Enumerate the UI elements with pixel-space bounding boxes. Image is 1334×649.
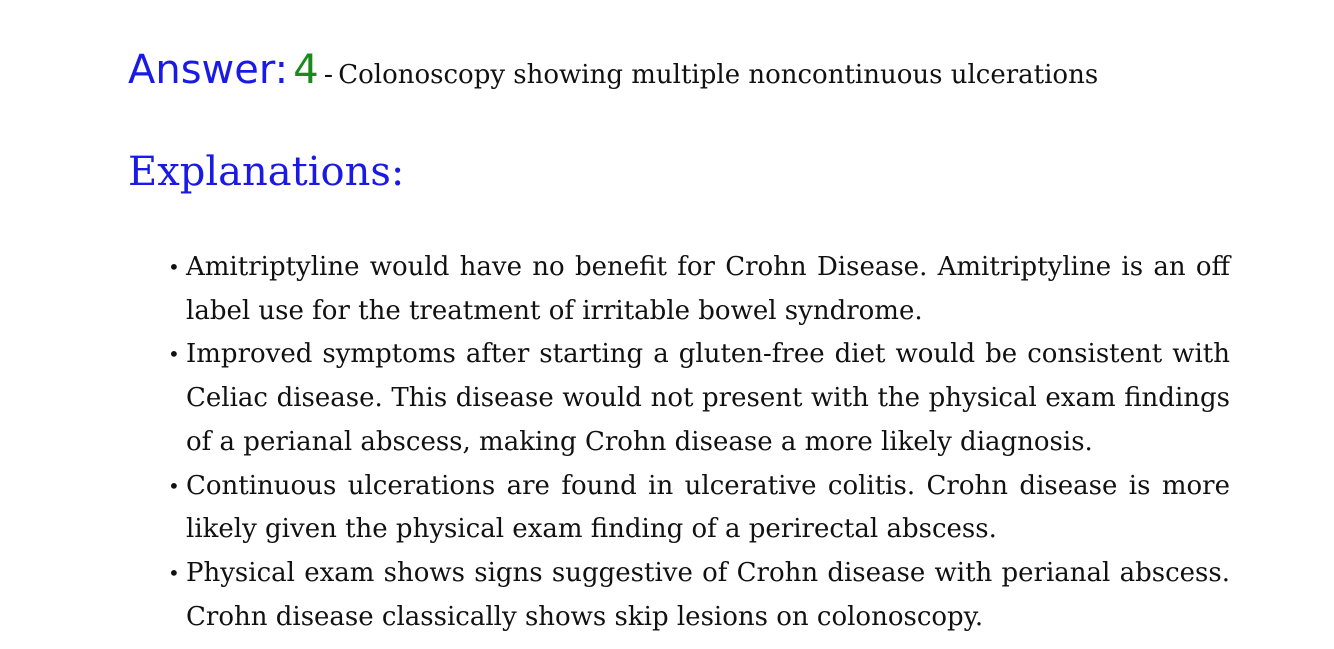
bullet-icon: • xyxy=(168,342,180,367)
answer-text: Colonoscopy showing multiple noncontinuous ulcerations xyxy=(338,60,1099,90)
bullet-icon: • xyxy=(168,560,180,585)
answer-separator: - xyxy=(323,60,334,90)
explanation-text: Improved symptoms after starting a gluten-free diet would be consistent with Celiac disease. This disease would not present with the physical exam findings of a perianal abscess, making Crohn disease a more likely diagnosis. xyxy=(186,339,1230,457)
explanation-item xyxy=(168,465,1230,552)
explanation-text: Physical exam shows signs suggestive of Crohn disease with perianal abscess. Crohn disease classically shows skip lesions on colonoscopy. xyxy=(186,557,1230,632)
bullet-icon: • xyxy=(168,473,180,498)
answer-label: Answer: xyxy=(128,47,289,93)
explanations-heading: Explanations: xyxy=(128,149,405,195)
explanation-text: Amitriptyline would have no benefit for Crohn Disease. Amitriptyline is an off label use for the treatment of irritable bowel syndrome. xyxy=(186,252,1230,326)
explanation-item xyxy=(168,333,1230,464)
answer-number: 4 xyxy=(293,47,319,93)
explanation-text: Continuous ulcerations are found in ulcerative colitis. Crohn disease is more likely given the physical exam finding of a perirectal abscess. xyxy=(186,470,1230,545)
bullet-icon: • xyxy=(168,255,180,279)
explanation-item xyxy=(168,552,1230,639)
explanations-list xyxy=(168,246,1230,639)
explanation-item xyxy=(168,246,1230,333)
answer-line xyxy=(128,47,1099,93)
